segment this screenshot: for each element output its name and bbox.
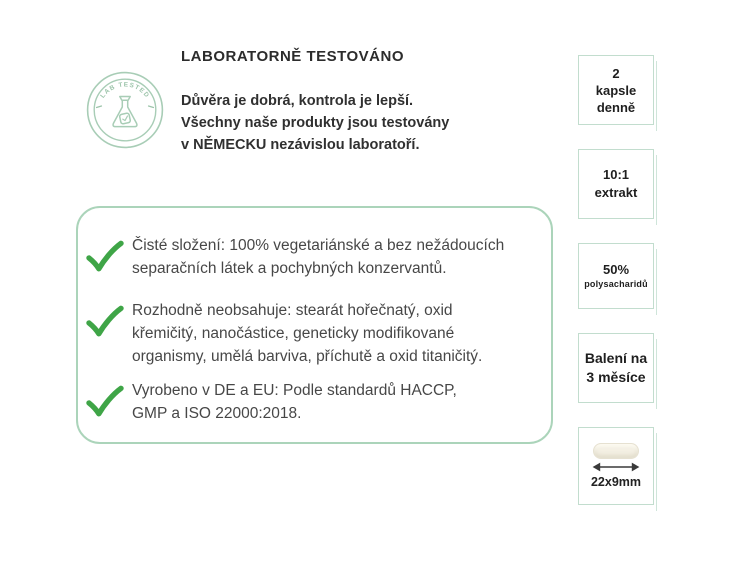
fact-sub-label: polysacharidů xyxy=(584,279,648,289)
fact-line: 2 xyxy=(612,65,620,81)
checklist-line: separačních látek a pochybných konzervantů. xyxy=(132,260,447,277)
checklist-item xyxy=(86,379,541,425)
fact-line: 3 měsíce xyxy=(586,369,646,385)
intro-line: Všechny naše produkty jsou testovány xyxy=(181,115,450,131)
checklist-line: organismy, umělá barviva, příchutě a oxid titaničitý. xyxy=(132,348,483,365)
fact-box-capsule-size xyxy=(578,427,654,505)
intro-line: Důvěra je dobrá, kontrola je lepší. xyxy=(181,93,414,109)
checklist-item xyxy=(86,234,541,280)
facts-column xyxy=(578,55,654,505)
fact-line: kapsle xyxy=(595,82,637,98)
capsule-size-label: 22x9mm xyxy=(590,475,642,489)
checklist-item-text xyxy=(132,299,482,368)
capsule-image xyxy=(593,443,639,459)
checklist-item-text xyxy=(132,379,457,425)
checkmark-icon xyxy=(86,240,124,274)
fact-box-daily-dose xyxy=(578,55,654,125)
lab-flask-icon xyxy=(86,71,164,149)
fact-box-polysaccharides xyxy=(578,243,654,309)
fact-line: 10:1 xyxy=(602,167,630,182)
lab-tested-badge xyxy=(86,71,164,149)
checklist-panel xyxy=(76,206,553,444)
checklist-item xyxy=(86,299,541,368)
fact-line: extrakt xyxy=(594,185,638,200)
checklist-line: Vyrobeno v DE a EU: Podle standardů HACCP, xyxy=(132,382,457,399)
checklist-line: Čisté složení: 100% vegetariánské a bez nežádoucích xyxy=(132,237,505,254)
width-arrow-icon xyxy=(592,462,640,472)
checklist-item-text xyxy=(132,234,504,280)
checkmark-icon xyxy=(86,385,124,419)
badge-label: LAB TESTED xyxy=(99,81,151,100)
intro-line: v NĚMECKU nezávislou laboratoří. xyxy=(181,137,420,153)
fact-line: Balení na xyxy=(584,350,648,366)
checkmark-icon xyxy=(86,305,124,339)
fact-line: denně xyxy=(596,99,636,115)
checklist-line: Rozhodně neobsahuje: stearát hořečnatý, oxid xyxy=(132,302,453,319)
fact-main-value: 50% xyxy=(602,262,630,277)
checklist-line: GMP a ISO 22000:2018. xyxy=(132,405,302,422)
fact-box-pack-duration xyxy=(578,333,654,403)
page-title: LABORATORNĚ TESTOVÁNO xyxy=(181,48,405,65)
fact-box-extract-ratio xyxy=(578,149,654,219)
checklist-line: křemičitý, nanočástice, geneticky modifikované xyxy=(132,325,455,342)
intro-text xyxy=(181,90,449,156)
